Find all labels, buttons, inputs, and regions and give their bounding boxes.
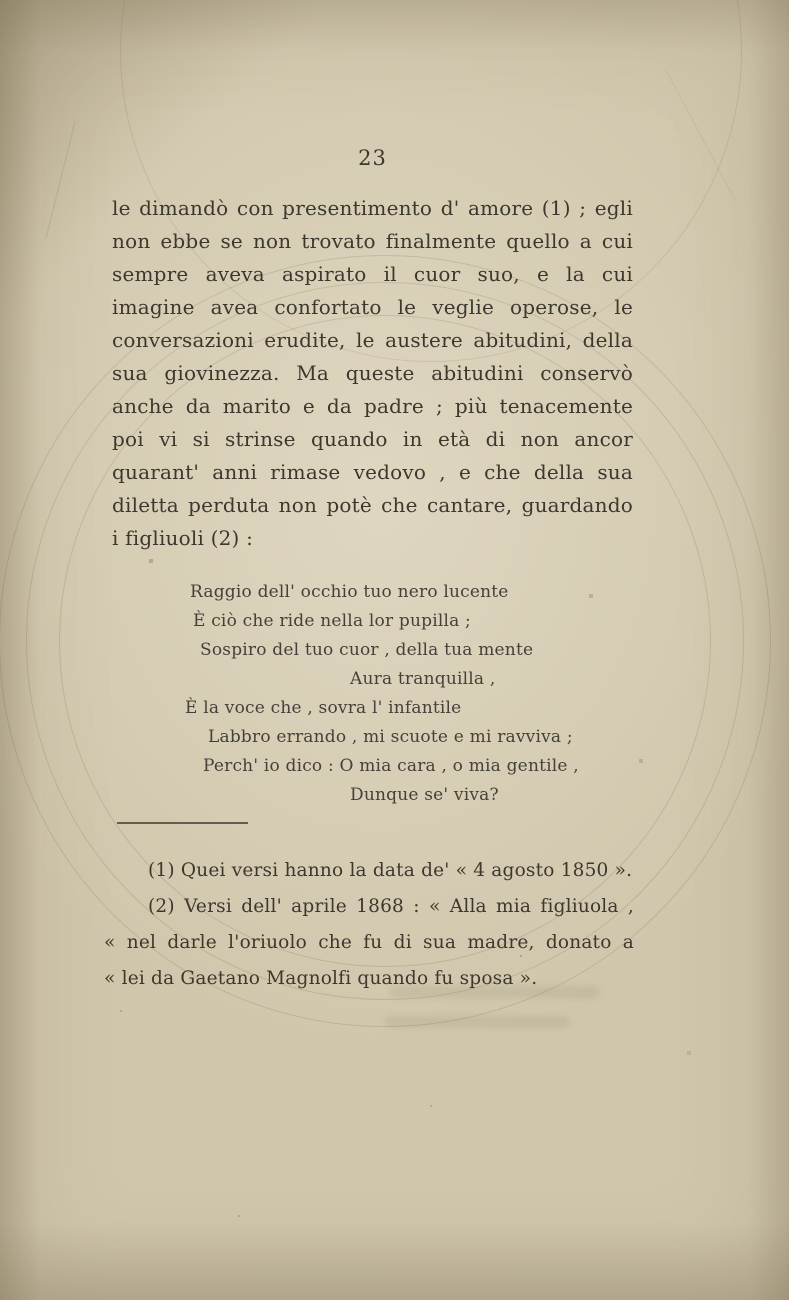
paper-crease xyxy=(665,69,736,202)
paper-specks xyxy=(0,0,2,2)
footnotes-block xyxy=(104,853,634,997)
body-line: sempre aveva aspirato il cuor suo, e la cui xyxy=(112,262,633,286)
body-line: conversazioni erudite, le austere abitudini, della xyxy=(112,328,633,352)
poem-line: Dunque se' viva? xyxy=(350,785,499,805)
poem-line: È ciò che ride nella lor pupilla ; xyxy=(193,611,471,631)
body-line: poi vi si strinse quando in età di non ancor xyxy=(112,427,633,451)
poem-line: Labbro errando , mi scuote e mi ravviva ; xyxy=(208,727,573,747)
page-number: 23 xyxy=(358,146,387,170)
show-through-mark xyxy=(385,1016,570,1028)
body-line: non ebbe se non trovato finalmente quello a cui xyxy=(112,229,633,253)
poem-line: Perch' io dico : O mia cara , o mia gentile , xyxy=(203,756,579,776)
poem-block xyxy=(185,578,615,810)
paper-crease xyxy=(45,122,75,239)
body-paragraph xyxy=(112,192,633,555)
footnote-line: « nel darle l'oriuolo che fu di sua madre, donato a xyxy=(104,932,634,953)
body-line: imagine avea confortato le veglie operose, le xyxy=(112,295,633,319)
footnote-separator-rule xyxy=(117,822,248,824)
poem-line: È la voce che , sovra l' infantile xyxy=(185,698,462,718)
poem-line: Aura tranquilla , xyxy=(350,669,496,689)
body-line: diletta perduta non potè che cantare, guardando xyxy=(112,493,633,517)
poem-line: Raggio dell' occhio tuo nero lucente xyxy=(190,582,509,602)
body-line: anche da marito e da padre ; più tenacemente xyxy=(112,394,633,418)
footnote-line: (1) Quei versi hanno la data de' « 4 agosto 1850 ». xyxy=(148,860,633,881)
footnote-line: « lei da Gaetano Magnolfi quando fu sposa ». xyxy=(104,968,538,989)
body-line: le dimandò con presentimento d' amore (1) ; egli xyxy=(112,196,633,220)
body-line: sua giovinezza. Ma queste abitudini conservò xyxy=(112,361,633,385)
footnote-line: (2) Versi dell' aprile 1868 : « Alla mia figliuola , xyxy=(148,896,634,917)
body-line: i figliuoli (2) : xyxy=(112,526,254,550)
body-line: quarant' anni rimase vedovo , e che della sua xyxy=(112,460,633,484)
poem-line: Sospiro del tuo cuor , della tua mente xyxy=(200,640,534,660)
